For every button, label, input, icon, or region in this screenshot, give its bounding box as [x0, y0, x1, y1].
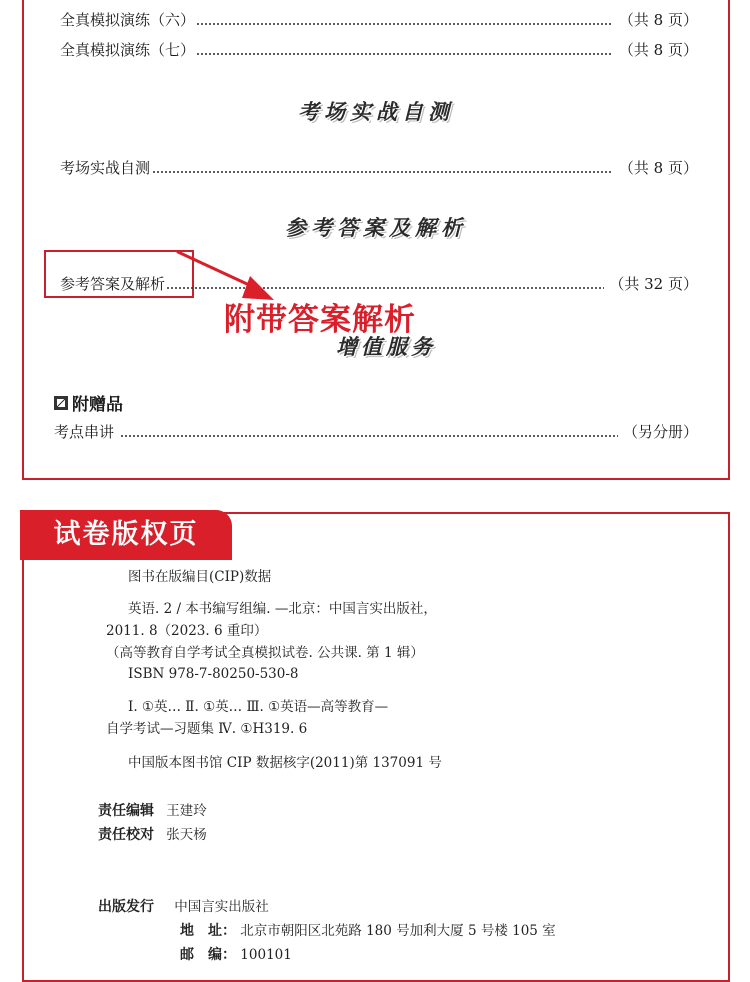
- toc-row-title: 考点串讲: [54, 423, 115, 441]
- postcode-line: [180, 946, 292, 964]
- toc-row-title: 全真模拟演练（六）: [60, 11, 196, 29]
- toc-row-mock-6: [60, 10, 698, 30]
- proofreader-line: [98, 826, 207, 844]
- postcode-value: 100101: [240, 947, 292, 963]
- toc-row-title: 参考答案及解析: [60, 275, 166, 293]
- toc-row-pages: （共 8 页）: [618, 159, 698, 177]
- leader-dots: [152, 171, 612, 173]
- section-heading-exam: 考场实战自测: [298, 100, 454, 124]
- postcode-label: 邮 编：: [180, 947, 236, 963]
- address-label: 地 址：: [180, 923, 236, 939]
- cip-line-4: ISBN 978-7-80250-530-8: [128, 666, 299, 682]
- leader-dots: [196, 53, 612, 55]
- editor-line: [98, 802, 207, 820]
- editor-label: 责任编辑: [98, 803, 154, 819]
- toc-row-title: 全真模拟演练（七）: [60, 41, 196, 59]
- cip-line-2: 2011. 8（2023. 6 重印）: [106, 623, 268, 639]
- section-heading-answers: 参考答案及解析: [285, 216, 467, 240]
- cip-line-3: （高等教育自学考试全真模拟试卷. 公共课. 第 1 辑）: [106, 645, 424, 661]
- gifts-heading-label: 附赠品: [72, 395, 123, 415]
- toc-row-exam: [60, 158, 698, 178]
- gift-section-icon: [54, 396, 68, 410]
- copyright-panel: [22, 512, 730, 982]
- editor-value: 王建玲: [166, 803, 207, 819]
- leader-dots: [120, 435, 618, 437]
- publisher-value: 中国言实出版社: [174, 899, 269, 915]
- cip-heading: 图书在版编目(CIP)数据: [128, 569, 272, 585]
- value-added-label: 增值服务: [336, 335, 436, 359]
- cip-line-5: Ⅰ. ①英… Ⅱ. ①英… Ⅲ. ①英语—高等教育—: [128, 699, 389, 715]
- cip-line-1: 英语. 2 / 本书编写组编. —北京：中国言实出版社，: [128, 601, 437, 617]
- cip-line-6: 自学考试—习题集 Ⅳ. ①H319. 6: [106, 721, 308, 737]
- toc-panel: [22, 0, 730, 480]
- leader-dots: [196, 23, 612, 25]
- copyright-ribbon: 试卷版权页: [20, 510, 232, 560]
- callout-text: 附带答案解析: [224, 302, 416, 338]
- proofreader-value: 张天杨: [166, 827, 207, 843]
- address-value: 北京市朝阳区北苑路 180 号加利大厦 5 号楼 105 室: [240, 923, 556, 939]
- toc-row-pages: （共 8 页）: [618, 11, 698, 29]
- toc-row-pages: （另分册）: [622, 423, 698, 441]
- proofreader-label: 责任校对: [98, 827, 154, 843]
- publisher-label: 出版发行: [98, 899, 154, 915]
- toc-row-pages: （共 8 页）: [618, 41, 698, 59]
- toc-row-pages: （共 32 页）: [609, 275, 698, 293]
- toc-row-gifts: [54, 422, 698, 442]
- cip-line-7: 中国版本图书馆 CIP 数据核字(2011)第 137091 号: [128, 755, 442, 771]
- toc-row-mock-7: [60, 40, 698, 60]
- address-line: [180, 922, 556, 940]
- gifts-heading: [54, 390, 123, 415]
- toc-row-answers: [60, 274, 698, 294]
- publisher-line: [98, 898, 269, 916]
- toc-row-title: 考场实战自测: [60, 159, 151, 177]
